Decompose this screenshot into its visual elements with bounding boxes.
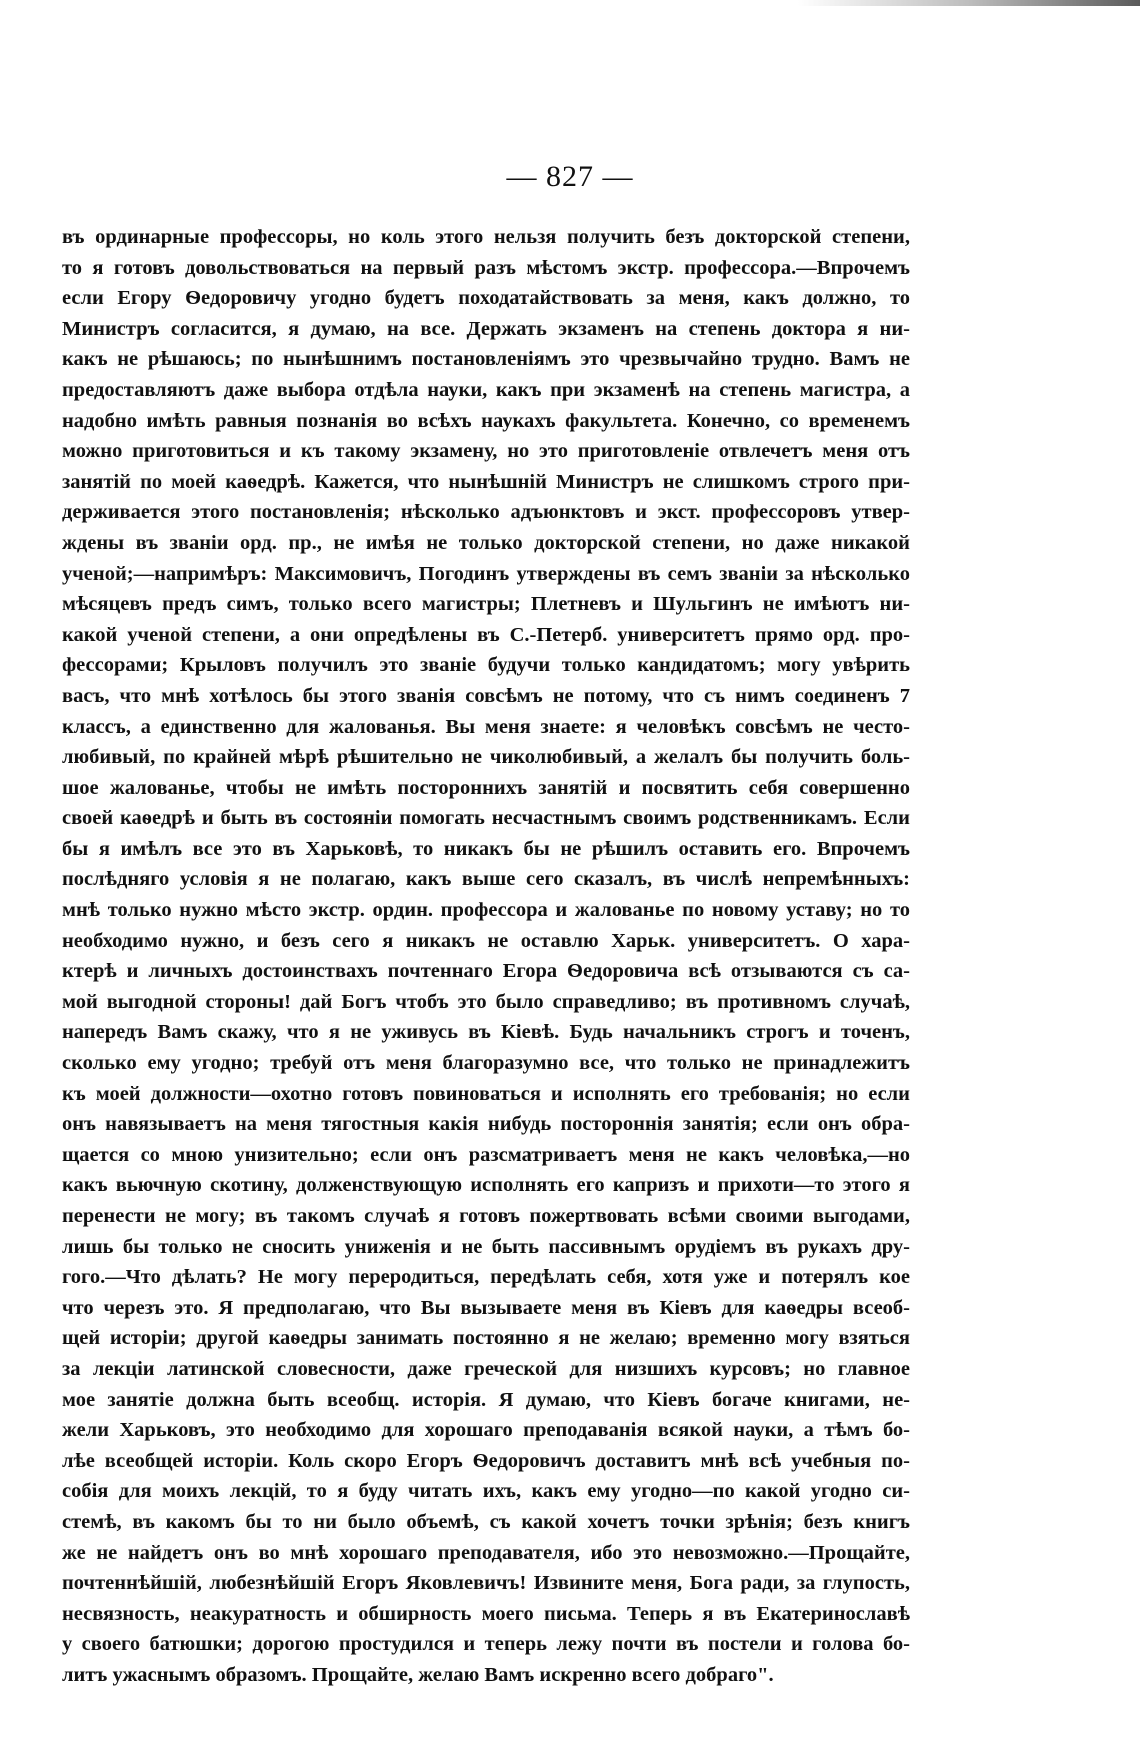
text-line: щей исторіи; другой каѳедры занимать постоянно я не желаю; временно могу взяться [62, 1327, 910, 1350]
text-line: жели Харьковъ, это необходимо для хорошаго преподаванія всякой науки, а тѣмъ бо- [62, 1419, 910, 1442]
text-line: мнѣ только нужно мѣсто экстр. ордин. профессора и жалованье по новому уставу; но то [62, 899, 910, 922]
text-line: послѣдняго условія я не полагаю, какъ выше сего сказалъ, въ числѣ непремѣнныхъ: [62, 868, 910, 891]
text-line: классъ, а единственно для жалованья. Вы меня знаете: я человѣкъ совсѣмъ не често- [62, 715, 910, 738]
text-line: занятій по моей каѳедрѣ. Кажется, что нынѣшній Министръ не слишкомъ строго при- [62, 470, 910, 493]
text-line: гого.—Что дѣлать? Не могу переродиться, передѣлать себя, хотя уже и потерялъ кое [62, 1266, 910, 1289]
text-line: необходимо нужно, и безъ сего я никакъ не оставлю Харьк. университетъ. О хара- [62, 929, 910, 952]
text-line: васъ, что мнѣ хотѣлось бы этого званія совсѣмъ не потому, что съ нимъ соединенъ 7 [62, 684, 910, 707]
text-line: онъ навязываетъ на меня тягостныя какія нибудь постороннія занятія; если онъ обра- [62, 1113, 910, 1136]
text-line: за лекціи латинской словесности, даже греческой для низшихъ курсовъ; но главное [62, 1357, 910, 1380]
text-line: стемѣ, въ какомъ бы то ни было объемѣ, съ какой хочетъ точки зрѣнія; безъ книгъ [62, 1510, 910, 1533]
text-line: несвязность, неакуратность и обширность моего письма. Теперь я въ Екатеринославѣ [62, 1602, 910, 1625]
text-line: собія для моихъ лекцій, то я буду читать ихъ, какъ ему угодно—по какой угодно си- [62, 1480, 910, 1503]
text-line: предоставляютъ даже выбора отдѣла науки, какъ при экзаменѣ на степень магистра, а [62, 378, 910, 401]
text-line: мое занятіе должна быть всеобщ. исторія. Я думаю, что Кіевъ богаче книгами, не- [62, 1388, 910, 1411]
text-line: въ ординарные профессоры, но коль этого нельзя получить безъ докторской степени, [62, 226, 910, 248]
text-line: надобно имѣть равныя познанія во всѣхъ наукахъ факультета. Конечно, со временемъ [62, 409, 910, 432]
text-line: сколько ему угодно; требуй отъ меня благоразумно все, что только не принадлежитъ [62, 1052, 910, 1075]
text-line: къ моей должности—охотно готовъ повиноваться и исполнять его требованія; но если [62, 1082, 910, 1105]
text-line: фессорами; Крыловъ получилъ это званіе будучи только кандидатомъ; могу увѣрить [62, 654, 910, 677]
text-line: перенести не могу; въ такомъ случаѣ я готовъ пожертвовать всѣми своими выгодами, [62, 1205, 910, 1227]
text-line: любивый, по крайней мѣрѣ рѣшительно не чиколюбивый, а желалъ бы получить боль- [62, 746, 910, 769]
text-line: бы я имѣлъ все это въ Харьковѣ, то никакъ бы не рѣшилъ оставить его. Впрочемъ [62, 837, 910, 860]
text-line: Министръ согласится, я думаю, на все. Держать экзаменъ на степень доктора я ни- [62, 317, 910, 340]
page-number: — 827 — [506, 160, 634, 193]
text-line: какой ученой степени, а они опредѣлены въ С.-Петерб. университетъ прямо орд. про- [62, 623, 910, 646]
text-line: какъ вьючную скотину, долженствующую исполнять его капризъ и прихоти—то этого я [62, 1174, 910, 1197]
text-line: какъ не рѣшаюсь; по нынѣшнимъ постановленіямъ это чрезвычайно трудно. Вамъ не [62, 348, 910, 371]
scan-edge [0, 0, 1140, 6]
text-line: литъ ужаснымъ образомъ. Прощайте, желаю Вамъ искренно всего добраго". [62, 1663, 774, 1686]
text-line: держивается этого постановленія; нѣсколько адъюнктовъ и экст. профессоровъ утвер- [62, 501, 910, 524]
text-line: шое жалованье, чтобы не имѣть постороннихъ занятій и посвятить себя совершенно [62, 776, 910, 799]
text-line: если Егору Ѳедоровичу угодно будетъ походатайствовать за меня, какъ должно, то [62, 287, 910, 310]
body-text [62, 222, 910, 1691]
text-line: своей каѳедрѣ и быть въ состояніи помогать несчастнымъ своимъ родственникамъ. Если [62, 807, 910, 830]
text-line: напередъ Вамъ скажу, что я не уживусь въ Кіевѣ. Будь начальникъ строгъ и точенъ, [62, 1021, 910, 1044]
text-line: у своего батюшки; дорогою простудился и теперь лежу почти въ постели и голова бо- [62, 1633, 910, 1656]
text-line: ктерѣ и личныхъ достоинствахъ почтеннаго Егора Ѳедоровича всѣ отзываются съ са- [62, 960, 910, 983]
text-line: мѣсяцевъ предъ симъ, только всего магистры; Плетневъ и Шульгинъ не имѣютъ ни- [62, 593, 910, 616]
text-line: можно приготовиться и къ такому экзамену, но это приготовленіе отвлечетъ меня отъ [62, 440, 910, 463]
text-line: ждены въ званіи орд. пр., не имѣя не только докторской степени, но даже никакой [62, 531, 910, 554]
text-line: лишь бы только не сносить униженія и не быть пассивнымъ орудіемъ въ рукахъ дру- [62, 1235, 910, 1258]
text-line: почтеннѣйшій, любезнѣйшій Егоръ Яковлевичъ! Извините меня, Бога ради, за глупость, [62, 1572, 910, 1595]
text-line: лѣе всеобщей исторіи. Коль скоро Егоръ Ѳедоровичъ доставитъ мнѣ всѣ учебныя по- [62, 1449, 910, 1472]
text-line: ученой;—напримѣръ: Максимовичъ, Погодинъ утверждены въ семъ званіи за нѣсколько [62, 562, 910, 585]
text-line: щается со мною унизительно; если онъ разсматриваетъ меня не какъ человѣка,—но [62, 1143, 910, 1166]
text-line: то я готовъ довольствоваться на первый разъ мѣстомъ экстр. профессора.—Впрочемъ [62, 256, 910, 279]
text-line: что черезъ это. Я предполагаю, что Вы вызываете меня въ Кіевъ для каѳедры всеоб- [62, 1296, 910, 1319]
text-line: мой выгодной стороны! дай Богъ чтобъ это было справедливо; въ противномъ случаѣ, [62, 990, 910, 1013]
text-line: же не найдетъ онъ во мнѣ хорошаго преподавателя, ибо это невозможно.—Прощайте, [62, 1541, 910, 1564]
